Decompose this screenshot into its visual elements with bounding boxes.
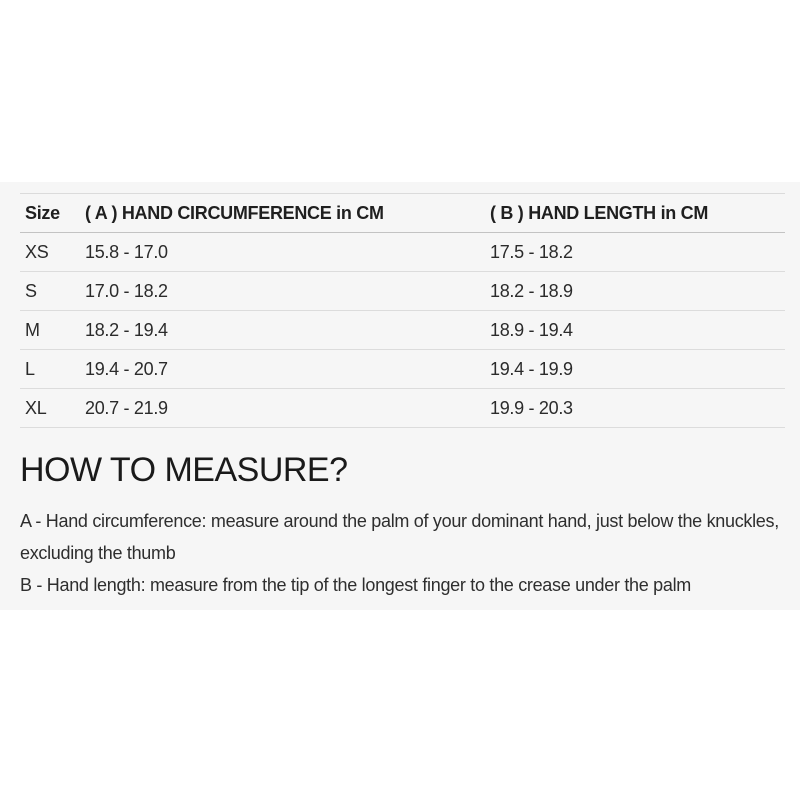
table-row bbox=[20, 389, 785, 428]
length-cell: 17.5 - 18.2 bbox=[490, 233, 785, 272]
size-cell: XS bbox=[20, 233, 85, 272]
circumference-cell: 17.0 - 18.2 bbox=[85, 272, 490, 311]
size-cell: L bbox=[20, 350, 85, 389]
size-cell: S bbox=[20, 272, 85, 311]
measure-instruction-b: B - Hand length: measure from the tip of the longest finger to the crease under the palm bbox=[20, 575, 691, 595]
size-cell: XL bbox=[20, 389, 85, 428]
col-header-hand-length: ( B ) HAND LENGTH in CM bbox=[490, 194, 785, 233]
length-cell: 18.9 - 19.4 bbox=[490, 311, 785, 350]
length-cell: 19.4 - 19.9 bbox=[490, 350, 785, 389]
size-cell: M bbox=[20, 311, 85, 350]
table-row bbox=[20, 233, 785, 272]
size-chart-header-row bbox=[20, 194, 785, 233]
circumference-cell: 15.8 - 17.0 bbox=[85, 233, 490, 272]
circumference-cell: 18.2 - 19.4 bbox=[85, 311, 490, 350]
size-chart-table bbox=[20, 193, 785, 428]
circumference-cell: 19.4 - 20.7 bbox=[85, 350, 490, 389]
table-row bbox=[20, 272, 785, 311]
how-to-measure-title: HOW TO MEASURE? bbox=[20, 451, 348, 489]
measure-instructions bbox=[20, 505, 788, 601]
measure-instruction-a: A - Hand circumference: measure around the palm of your dominant hand, just below the knuckles, excluding the thumb bbox=[20, 511, 779, 563]
col-header-hand-circumference: ( A ) HAND CIRCUMFERENCE in CM bbox=[85, 194, 490, 233]
circumference-cell: 20.7 - 21.9 bbox=[85, 389, 490, 428]
size-guide-panel bbox=[0, 182, 800, 610]
col-header-size: Size bbox=[20, 194, 85, 233]
length-cell: 19.9 - 20.3 bbox=[490, 389, 785, 428]
table-row bbox=[20, 311, 785, 350]
table-row bbox=[20, 350, 785, 389]
length-cell: 18.2 - 18.9 bbox=[490, 272, 785, 311]
